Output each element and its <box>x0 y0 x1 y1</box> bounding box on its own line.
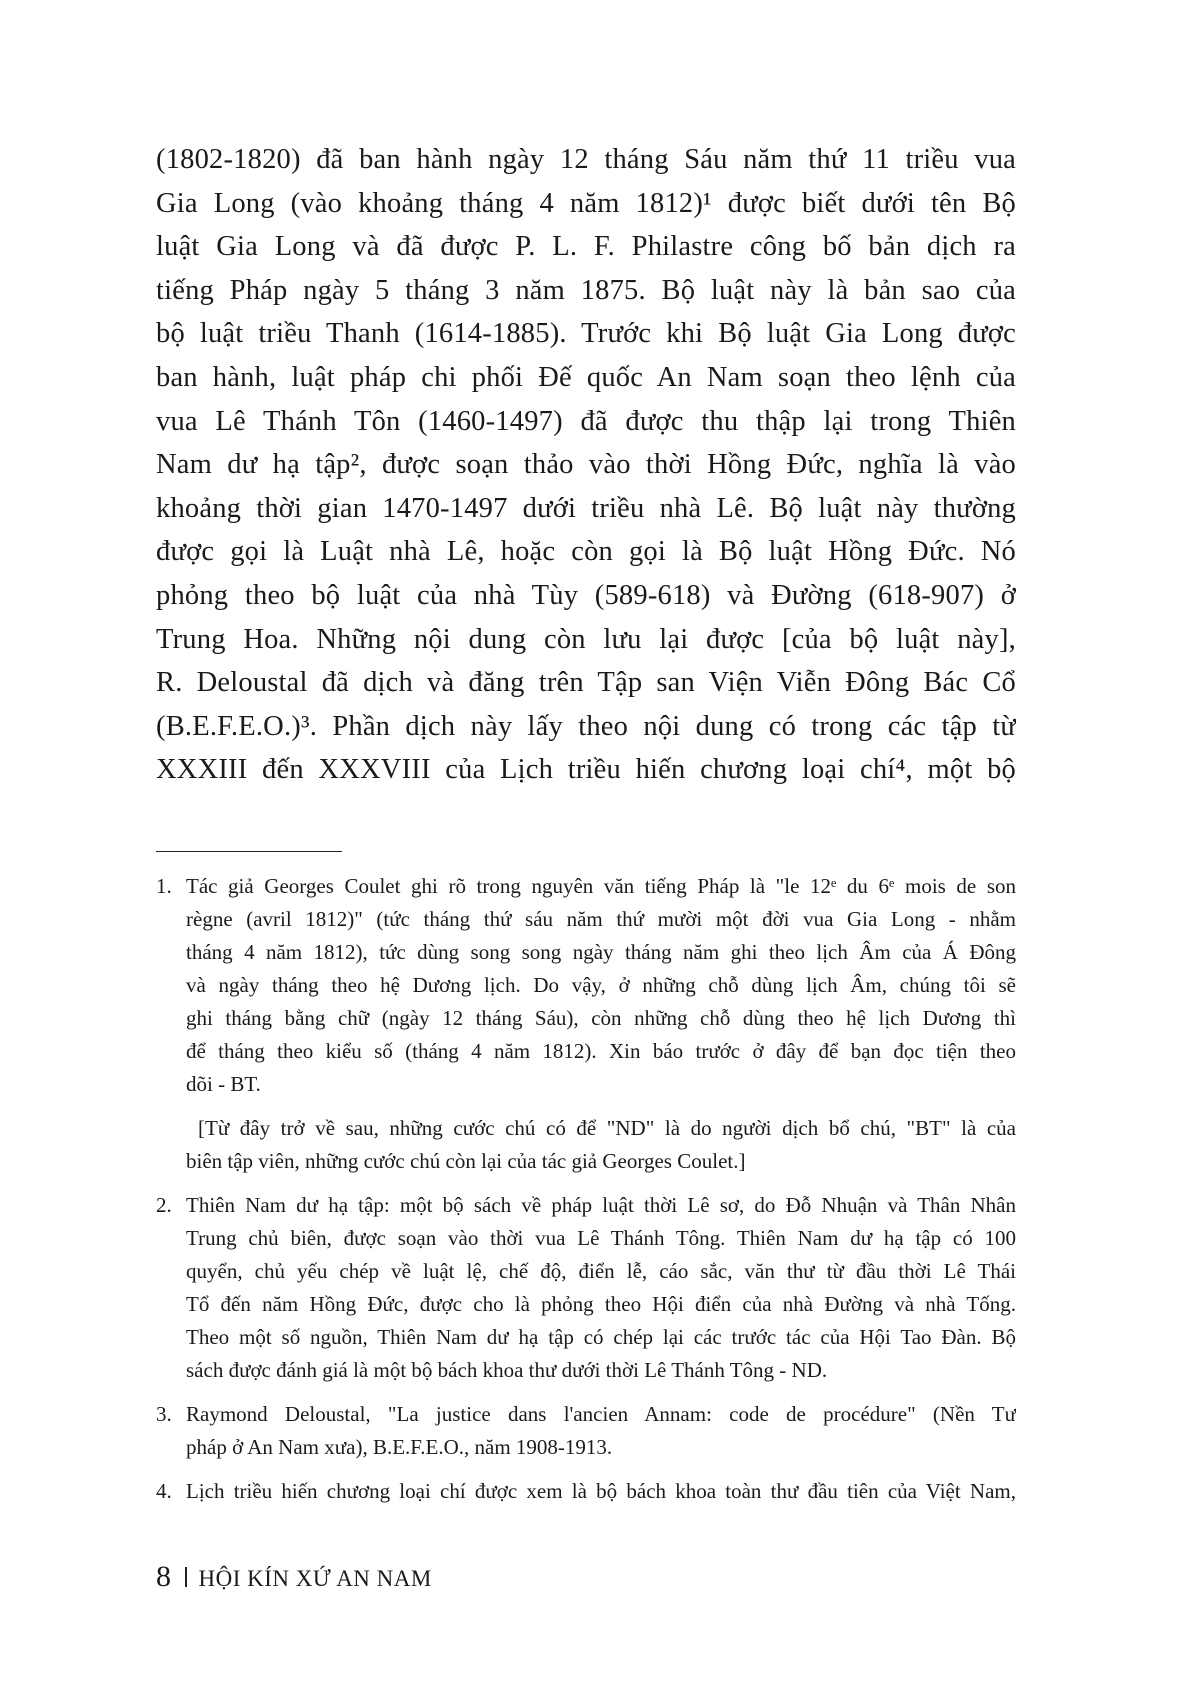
body-line: (1802-1820) đã ban hành ngày 12 tháng Sáu năm thứ 11 triều vua <box>156 144 1016 175</box>
footnote-line: Thiên Nam dư hạ tập: một bộ sách về pháp luật thời Lê sơ, do Đỗ Nhuận và Thân Nhân <box>186 1193 1016 1217</box>
footnote-line: Raymond Deloustal, "La justice dans l'ancien Annam: code de procédure" (Nền Tư <box>186 1402 1016 1426</box>
footnote-3 <box>156 1398 1016 1464</box>
body-line: tiếng Pháp ngày 5 tháng 3 năm 1875. Bộ luật này là bản sao của <box>156 274 1016 306</box>
footnote-number: 3. <box>156 1402 172 1426</box>
body-line: phỏng theo bộ luật của nhà Tùy (589-618) và Đường (618-907) ở <box>156 579 1016 611</box>
body-line: (B.E.F.E.O.)³. Phần dịch này lấy theo nội dung có trong các tập từ <box>156 710 1016 742</box>
body-line: bộ luật triều Thanh (1614-1885). Trước khi Bộ luật Gia Long được <box>156 318 1016 350</box>
footnote-line: Lịch triều hiến chương loại chí được xem là bộ bách khoa toàn thư đầu tiên của Việt Nam, <box>186 1479 1016 1503</box>
footnote-line: Tác giả Georges Coulet ghi rõ trong nguyên văn tiếng Pháp là "le 12ᵉ du 6ᵉ mois de son <box>186 874 1016 898</box>
body-line: được gọi là Luật nhà Lê, hoặc còn gọi là Bộ luật Hồng Đức. Nó <box>156 536 1016 568</box>
footnote-line: dõi - BT. <box>186 1072 261 1096</box>
body-line: Nam dư hạ tập², được soạn thảo vào thời Hồng Đức, nghĩa là vào <box>156 449 1016 481</box>
main-body-text <box>156 138 1016 792</box>
footnote-line: ghi tháng bằng chữ (ngày 12 tháng Sáu), còn những chỗ dùng theo hệ lịch Dương thì <box>186 1006 1016 1030</box>
footnote-line: Theo một số nguồn, Thiên Nam dư hạ tập có chép lại các trước tác của Hội Tao Đàn. Bộ <box>186 1325 1016 1349</box>
footnote-4 <box>156 1475 1016 1508</box>
footnote-divider <box>156 851 342 852</box>
body-line: vua Lê Thánh Tôn (1460-1497) đã được thu thập lại trong Thiên <box>156 405 1016 437</box>
footnote-line: Trung chủ biên, được soạn vào thời vua Lê Thánh Tông. Thiên Nam dư hạ tập có 100 <box>186 1226 1016 1250</box>
footnote-line: quyển, chủ yếu chép về luật lệ, chế độ, điển lễ, cáo sắc, văn thư từ đầu thời Lê Thái <box>186 1259 1016 1283</box>
footer-separator <box>185 1567 187 1587</box>
footnote-line: để tháng theo kiểu số (tháng 4 năm 1812). Xin báo trước ở đây để bạn đọc tiện theo <box>186 1039 1016 1063</box>
page-number: 8 <box>156 1560 171 1593</box>
footnote-line: Tổ đến năm Hồng Đức, được cho là phỏng theo Hội điển của nhà Đường và nhà Tống. <box>186 1292 1016 1316</box>
book-title: HỘI KÍN XỨ AN NAM <box>198 1566 432 1591</box>
footnote-line: tháng 4 năm 1812), tức dùng song song ngày tháng năm ghi theo lịch Âm của Á Đông <box>186 940 1016 964</box>
footnote-number: 1. <box>156 874 172 898</box>
body-line: XXXIII đến XXXVIII của Lịch triều hiến chương loại chí⁴, một bộ <box>156 754 1016 786</box>
body-line: luật Gia Long và đã được P. L. F. Philastre công bố bản dịch ra <box>156 231 1016 263</box>
footnote-number: 4. <box>156 1479 172 1503</box>
footnote-line: règne (avril 1812)" (tức tháng thứ sáu năm thứ mười một đời vua Gia Long - nhằm <box>186 907 1016 931</box>
footnote-1 <box>156 870 1016 1101</box>
footnote-number: 2. <box>156 1193 172 1217</box>
body-line: khoảng thời gian 1470-1497 dưới triều nhà Lê. Bộ luật này thường <box>156 492 1016 524</box>
body-line: Trung Hoa. Những nội dung còn lưu lại được [của bộ luật này], <box>156 623 1016 655</box>
running-footer <box>156 1560 432 1596</box>
body-line: ban hành, luật pháp chi phối Đế quốc An Nam soạn theo lệnh của <box>156 361 1016 393</box>
note-line: [Từ đây trở về sau, những cước chú có để "ND" là do người dịch bổ chú, "BT" là của <box>198 1116 1016 1140</box>
footnote-line: và ngày tháng theo hệ Dương lịch. Do vậy, ở những chỗ dùng lịch Âm, chúng tôi sẽ <box>186 973 1016 997</box>
body-line: R. Deloustal đã dịch và đăng trên Tập san Viện Viễn Đông Bác Cổ <box>156 667 1016 699</box>
footnote-line: sách được đánh giá là một bộ bách khoa thư dưới thời Lê Thánh Tông - ND. <box>186 1358 828 1382</box>
editor-note <box>156 1112 1016 1178</box>
note-line: biên tập viên, những cước chú còn lại của tác giả Georges Coulet.] <box>186 1149 746 1173</box>
body-line: Gia Long (vào khoảng tháng 4 năm 1812)¹ được biết dưới tên Bộ <box>156 187 1016 219</box>
footnotes <box>156 870 1016 1519</box>
footnote-2 <box>156 1189 1016 1387</box>
footnote-line: pháp ở An Nam xưa), B.E.F.E.O., năm 1908-1913. <box>186 1435 613 1459</box>
